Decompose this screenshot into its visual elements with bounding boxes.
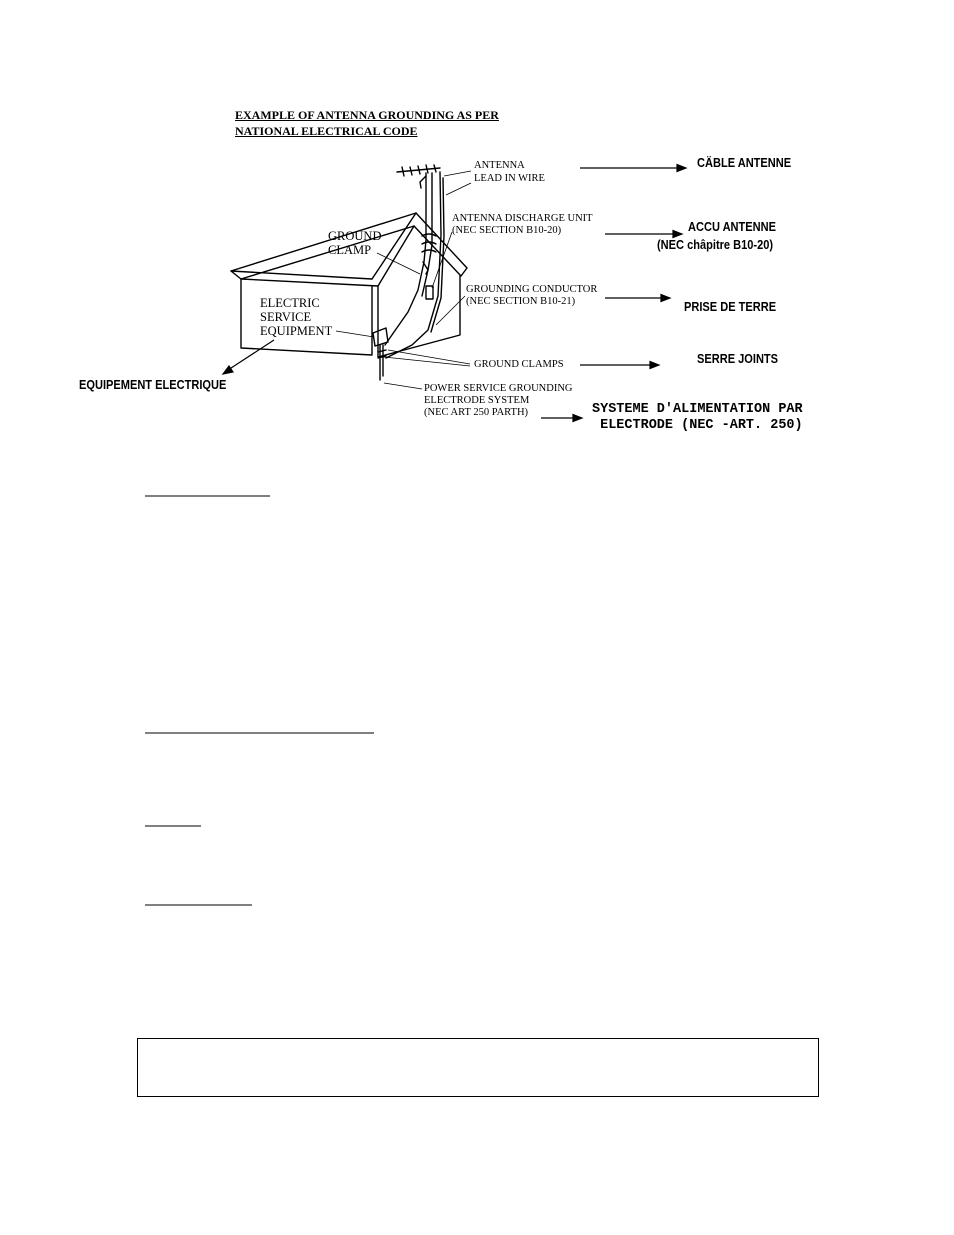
label-antenna: ANTENNA bbox=[474, 160, 525, 171]
label-discharge-unit-section: (NEC SECTION B10-20) bbox=[452, 225, 562, 236]
ground-wire bbox=[385, 240, 426, 345]
label-lead-in-wire: LEAD IN WIRE bbox=[474, 173, 545, 184]
label-nec-art-250: (NEC ART 250 PARTH) bbox=[424, 407, 529, 418]
label-grounding-conductor-section: (NEC SECTION B10-21) bbox=[466, 296, 576, 307]
lead-in-wire bbox=[386, 172, 441, 358]
french-label-electrode-nec: ELECTRODE (NEC -ART. 250) bbox=[592, 418, 803, 433]
electric-service-box bbox=[373, 328, 388, 346]
french-label-cable-antenne: CÄBLE ANTENNE bbox=[697, 155, 792, 170]
french-label-systeme-alimentation: SYSTEME D'ALIMENTATION PAR bbox=[592, 402, 803, 417]
label-electrode-system: ELECTRODE SYSTEM bbox=[424, 395, 530, 406]
notice-box bbox=[137, 1038, 819, 1097]
french-label-nec-chapitre: (NEC châpitre B10-20) bbox=[657, 237, 774, 252]
label-ground-clamps: GROUND CLAMPS bbox=[474, 359, 564, 370]
label-electric: ELECTRIC bbox=[260, 296, 320, 310]
french-label-accu-antenne: ACCU ANTENNE bbox=[688, 219, 777, 234]
label-grounding-conductor: GROUNDING CONDUCTOR bbox=[466, 284, 598, 295]
label-power-service-grounding: POWER SERVICE GROUNDING bbox=[424, 383, 573, 394]
label-equipment: EQUIPMENT bbox=[260, 324, 333, 338]
diagram-title-line-1: EXAMPLE OF ANTENNA GROUNDING AS PER bbox=[235, 108, 499, 122]
label-antenna-discharge-unit: ANTENNA DISCHARGE UNIT bbox=[452, 213, 593, 224]
label-ground-clamp-1: GROUND bbox=[328, 229, 382, 243]
diagram-title-line-2: NATIONAL ELECTRICAL CODE bbox=[235, 124, 418, 138]
label-ground-clamp-2: CLAMP bbox=[328, 243, 372, 257]
label-service: SERVICE bbox=[260, 310, 312, 324]
french-label-equipement-electrique: EQUIPEMENT ELECTRIQUE bbox=[79, 377, 227, 392]
french-label-prise-de-terre: PRISE DE TERRE bbox=[684, 299, 777, 314]
french-label-serre-joints: SERRE JOINTS bbox=[697, 351, 779, 366]
